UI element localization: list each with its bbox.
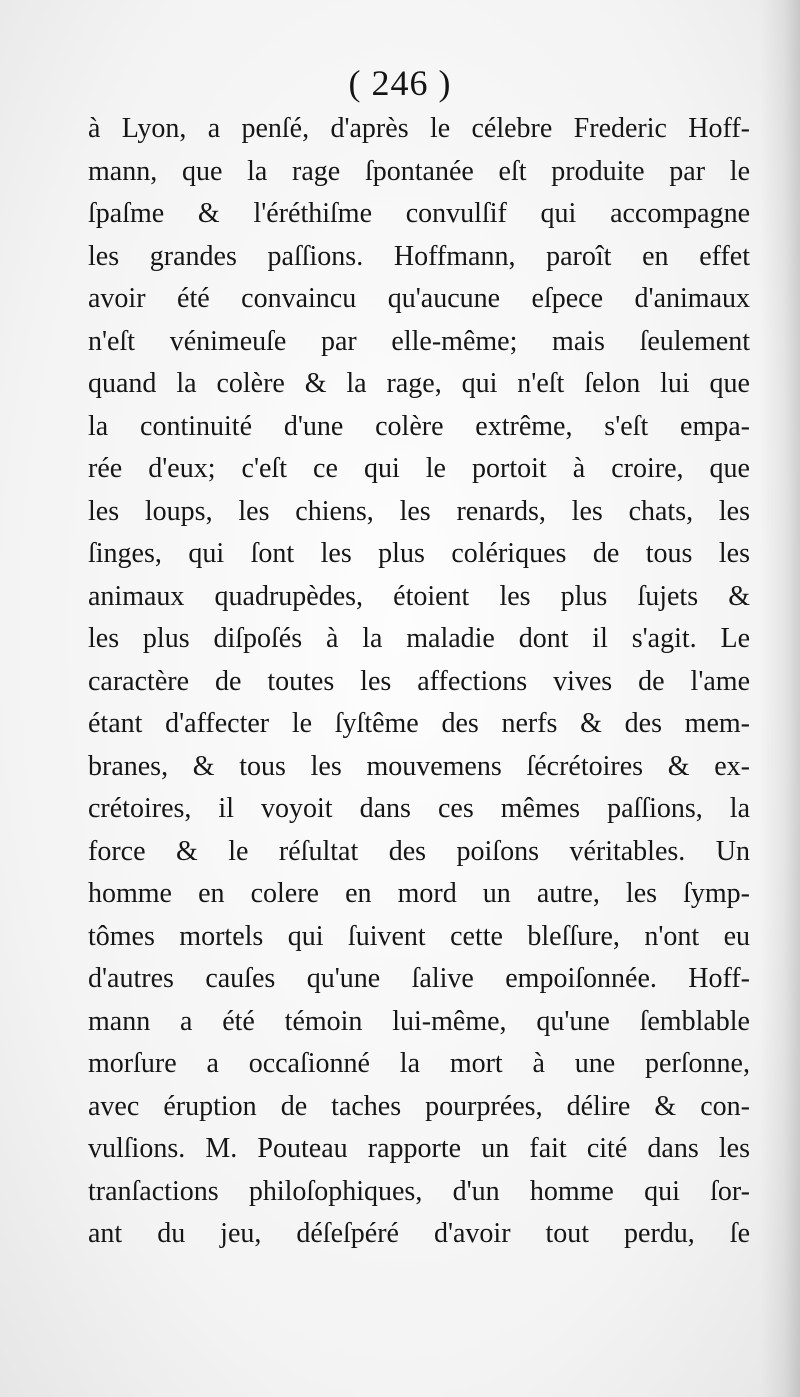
page-edge-shadow <box>760 0 800 1397</box>
text-line: d'autres cauſes qu'une ſalive empoiſonnée. Hoff- <box>88 963 750 994</box>
text-line: mann, que la rage ſpontanée eſt produite par le <box>88 155 750 187</box>
text-line: ſpaſme & l'éréthiſme convulſif qui accompagne <box>88 198 750 229</box>
text-line: morſure a occaſionné la mort à une perſonne, <box>88 1048 750 1079</box>
text-line: crétoires, il voyoit dans ces mêmes paſſions, la <box>88 793 750 824</box>
text-line: animaux quadrupèdes, étoient les plus ſujets & <box>88 580 750 612</box>
text-line: quand la colère & la rage, qui n'eſt ſelon lui que <box>88 368 750 399</box>
text-line: mann a été témoin lui-même, qu'une ſemblable <box>88 1005 750 1037</box>
text-line: ſinges, qui ſont les plus colériques de tous les <box>88 538 750 569</box>
text-line: tranſactions philoſophiques, d'un homme qui ſor- <box>88 1175 750 1207</box>
text-line: branes, & tous les mouvemens ſécrétoires & ex- <box>88 750 750 782</box>
text-line: tômes mortels qui ſuivent cette bleſſure, n'ont eu <box>88 920 750 952</box>
text-line: ant du jeu, déſeſpéré d'avoir tout perdu, ſe <box>88 1218 750 1249</box>
text-line: force & le réſultat des poiſons véritables. Un <box>88 835 750 867</box>
body-text <box>88 108 750 1256</box>
text-line: la continuité d'une colère extrême, s'eſt empa- <box>88 410 750 442</box>
text-line: étant d'affecter le ſyſtême des nerfs & des mem- <box>88 708 750 739</box>
text-line: homme en colere en mord un autre, les ſymp- <box>88 878 750 909</box>
page-number: ( 246 ) <box>348 63 452 103</box>
text-line: rée d'eux; c'eſt ce qui le portoit à croire, que <box>88 453 750 484</box>
text-line: les plus diſpoſés à la maladie dont il s'agit. Le <box>88 623 750 654</box>
text-line: n'eſt vénimeuſe par elle-même; mais ſeulement <box>88 325 750 357</box>
text-line: les grandes paſſions. Hoffmann, paroît en effet <box>88 240 750 272</box>
text-line: avec éruption de taches pourprées, délire & con- <box>88 1090 750 1122</box>
text-line: avoir été convaincu qu'aucune eſpece d'animaux <box>88 283 750 314</box>
text-line: à Lyon, a penſé, d'après le célebre Frederic Hoff- <box>88 113 750 144</box>
text-line: caractère de toutes les affections vives de l'ame <box>88 665 750 697</box>
text-line: les loups, les chiens, les renards, les chats, les <box>88 495 750 527</box>
text-line: vulſions. M. Pouteau rapporte un fait cité dans les <box>88 1133 750 1164</box>
